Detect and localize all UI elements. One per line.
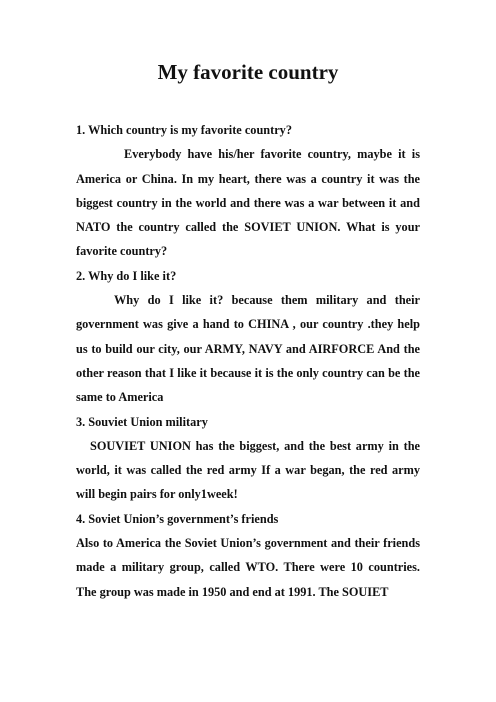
page-title: My favorite country: [157, 60, 339, 84]
section-paragraph-1: Everybody have his/her favorite country, maybe it is America or China. In my heart, there was a country it was the biggest country in the world and there was a war between it and NATO the country called the SOVIET UNION. What is your favorite country?: [76, 147, 420, 259]
section-heading-2: 2. Why do I like it?: [76, 268, 177, 283]
section-paragraph-4: Also to America the Soviet Union’s government and their friends made a military group, called WTO. There were 10 countries. The group was made in 1950 and end at 1991. The SOUIET: [76, 536, 420, 599]
section-heading-3: 3. Souviet Union military: [76, 414, 208, 429]
section-paragraph-3: SOUVIET UNION has the biggest, and the best army in the world, it was called the red army If a war began, the red army will begin pairs for only1week!: [76, 438, 420, 502]
section-paragraph-2: Why do I like it? because them military and their government was give a hand to CHINA , our country .they help us to build our city, our ARMY, NAVY and AIRFORCE And the other reason that I like it because it is the only country can be the same to America: [76, 293, 420, 405]
document-body: [76, 118, 420, 604]
section-heading-1: 1. Which country is my favorite country?: [76, 123, 292, 137]
section-heading-4: 4. Soviet Union’s government’s friends: [76, 511, 279, 526]
